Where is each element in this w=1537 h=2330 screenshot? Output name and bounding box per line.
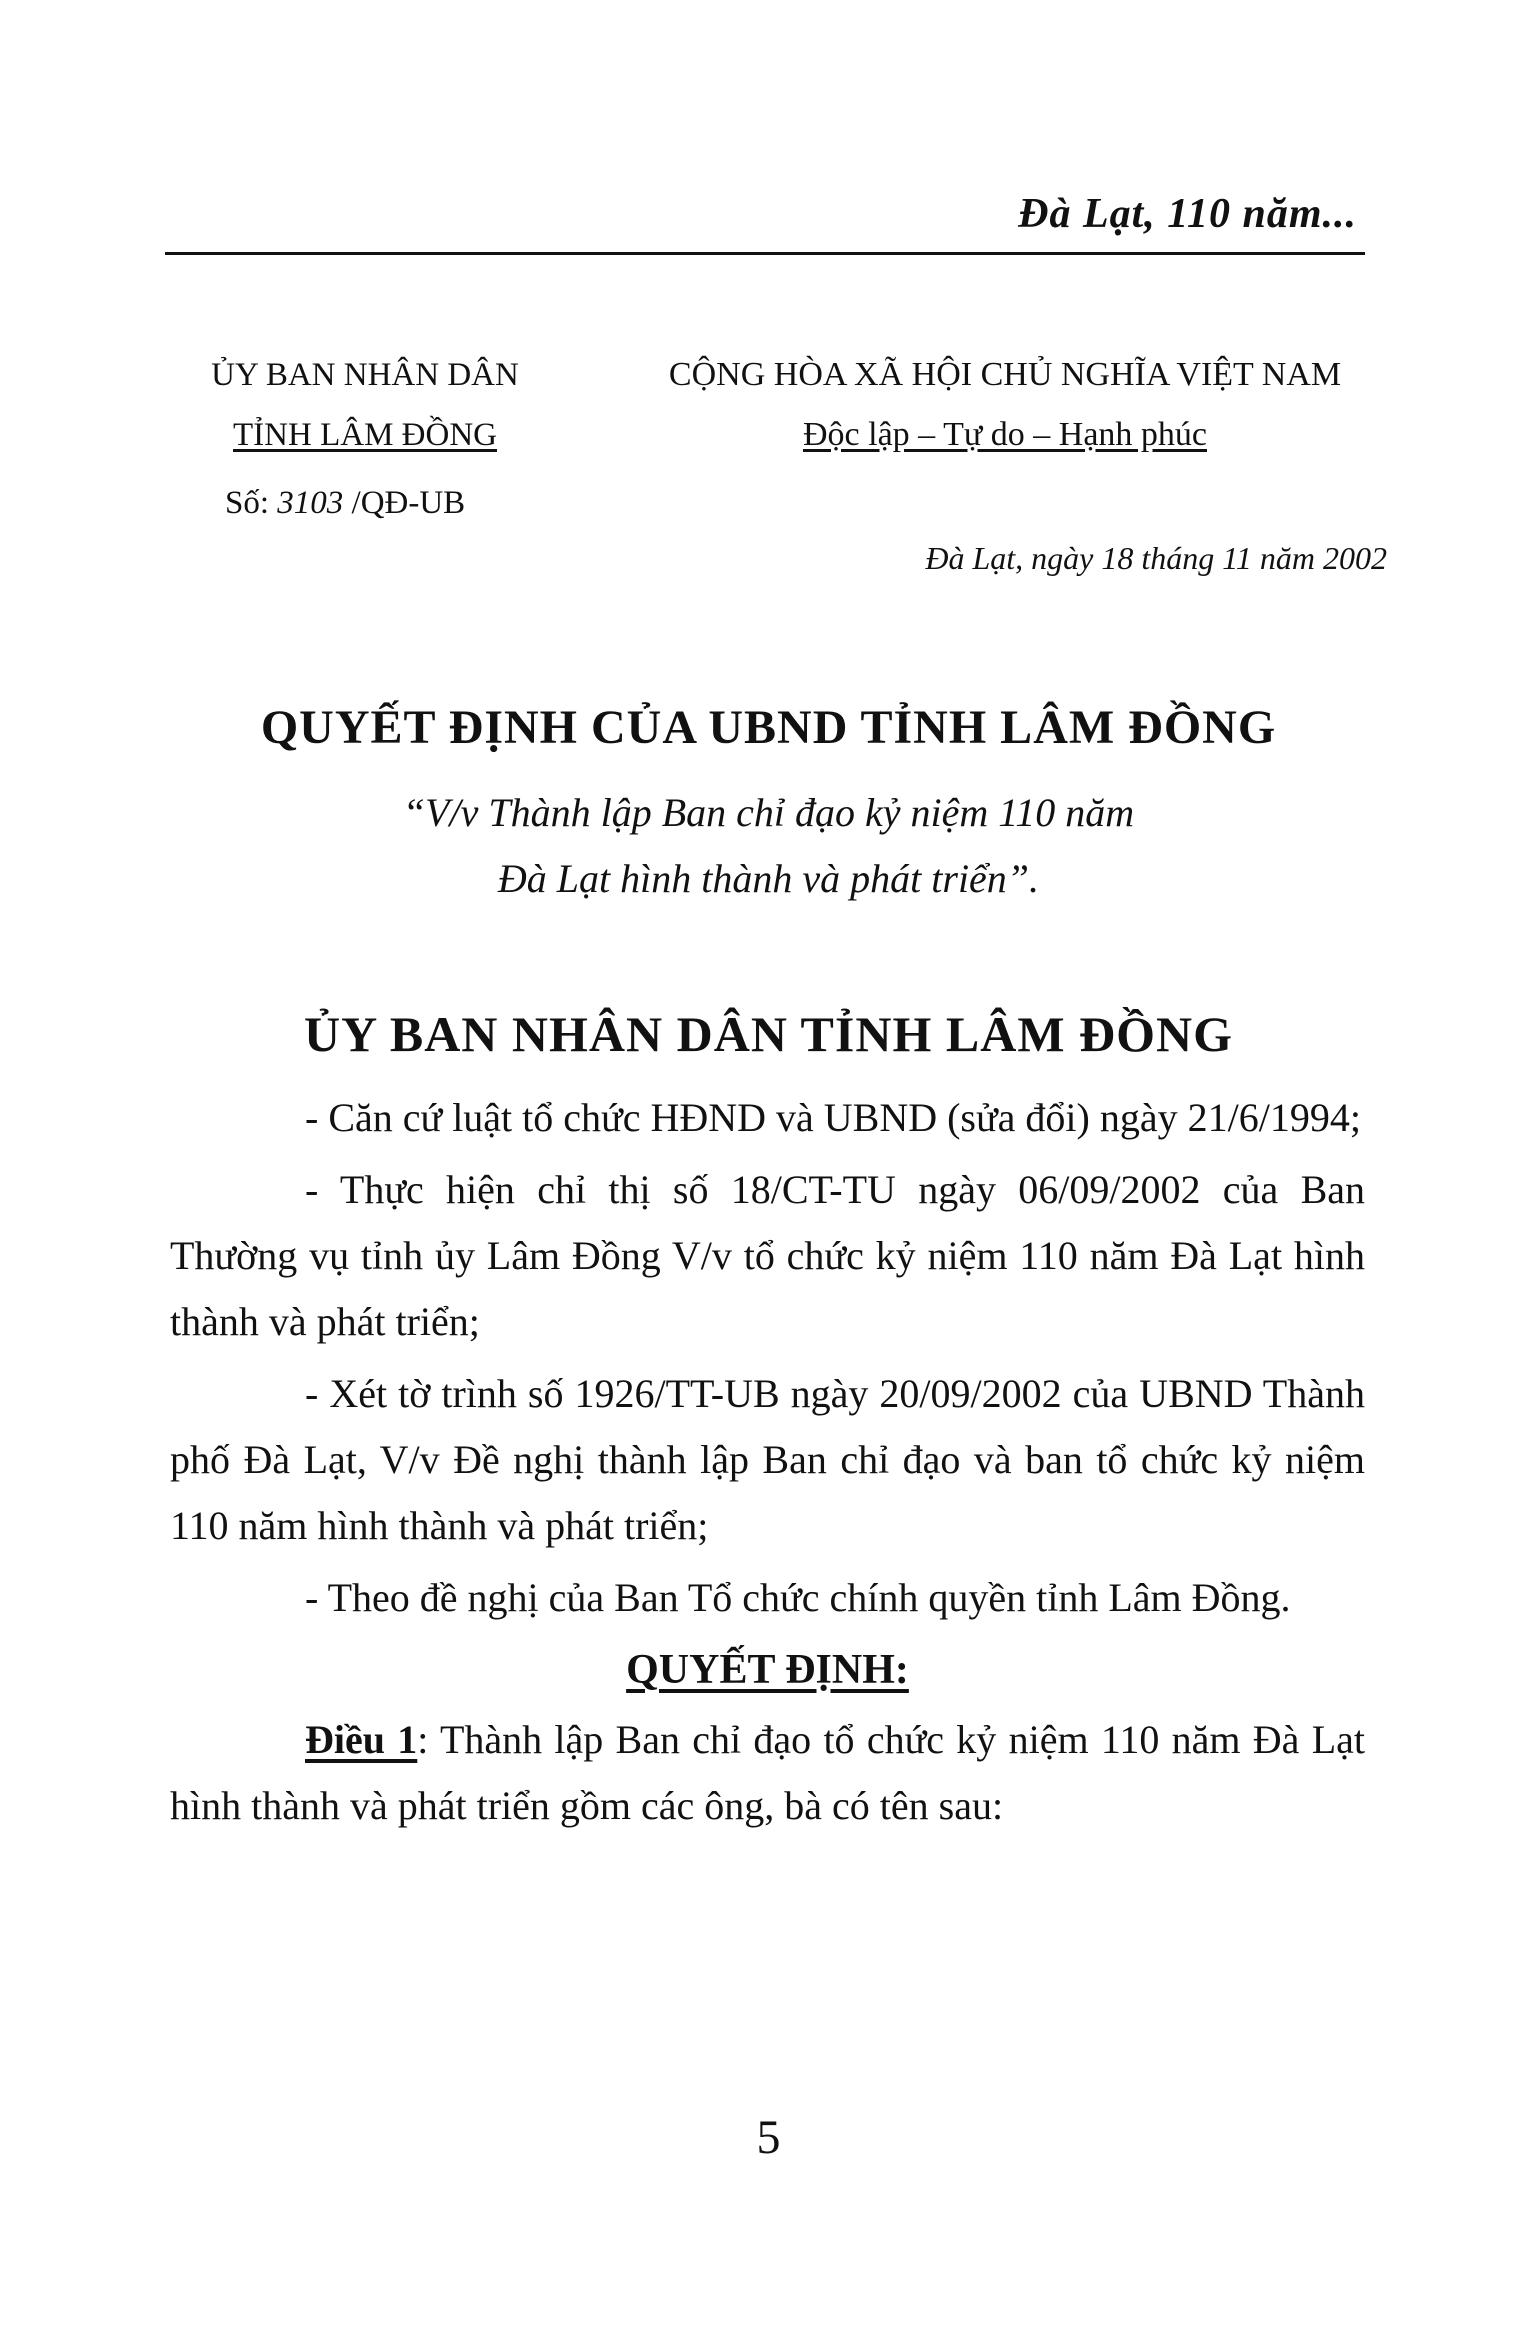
issuing-agency xyxy=(165,345,565,465)
article-1-paragraph xyxy=(170,1707,1365,1839)
subject-line2: Đà Lạt hình thành và phát triển”. xyxy=(497,856,1040,901)
agency-line2 xyxy=(165,405,565,465)
decision-subject xyxy=(0,780,1537,912)
article-1-text: : Thành lập Ban chỉ đạo tổ chức kỷ niệm 110 năm Đà Lạt hình thành và phát triển gồm các ông, bà có tên sau: xyxy=(170,1717,1365,1828)
subject-line1: “V/v Thành lập Ban chỉ đạo kỷ niệm 110 năm xyxy=(402,790,1135,835)
agency-line1: ỦY BAN NHÂN DÂN xyxy=(211,357,519,393)
preamble-item: - Theo đề nghị của Ban Tổ chức chính quyền tỉnh Lâm Đồng. xyxy=(305,1575,1291,1620)
article-1 xyxy=(170,1707,1365,1839)
number-value: 3103 xyxy=(277,485,344,521)
republic-name: CỘNG HÒA XÃ HỘI CHỦ NGHĨA VIỆT NAM xyxy=(668,356,1342,393)
page-number: 5 xyxy=(756,2111,781,2164)
number-prefix: Số: xyxy=(225,485,278,521)
preamble-item: - Thực hiện chỉ thị số 18/CT-TU ngày 06/09/2002 của Ban Thường vụ tỉnh ủy Lâm Đồng V/v tổ chức kỷ niệm 110 năm Đà Lạt hình thành và phát triển; xyxy=(170,1167,1365,1344)
decision-title: QUYẾT ĐỊNH CỦA UBND TỈNH LÂM ĐỒNG xyxy=(260,701,1277,754)
preamble-item: - Căn cứ luật tổ chức HĐND và UBND (sửa đổi) ngày 21/6/1994; xyxy=(305,1095,1361,1140)
motto-line xyxy=(615,405,1395,465)
decision-heading xyxy=(170,1637,1365,1703)
committee-title: ỦY BAN NHÂN DÂN TỈNH LÂM ĐỒNG xyxy=(303,1006,1234,1062)
header-rule xyxy=(165,252,1365,255)
preamble-item: - Xét tờ trình số 1926/TT-UB ngày 20/09/2002 của UBND Thành phố Đà Lạt, V/v Đề nghị thành lập Ban chỉ đạo và ban tổ chức kỷ niệm 110 năm hình thành và phát triển; xyxy=(170,1371,1365,1548)
national-motto xyxy=(615,345,1395,465)
document-body xyxy=(170,1085,1365,1845)
number-suffix: /QĐ-UB xyxy=(343,485,466,521)
decision-heading-text: QUYẾT ĐỊNH: xyxy=(626,1647,909,1693)
running-header: Đà Lạt, 110 năm... xyxy=(1018,191,1357,237)
motto-text: Độc lập – Tự do – Hạnh phúc xyxy=(803,416,1207,453)
agency-line2-text: TỈNH LÂM ĐỒNG xyxy=(233,417,497,453)
article-1-label: Điều 1 xyxy=(305,1717,418,1762)
document-number xyxy=(225,485,465,522)
date-line: Đà Lạt, ngày 18 tháng 11 năm 2002 xyxy=(925,540,1387,576)
